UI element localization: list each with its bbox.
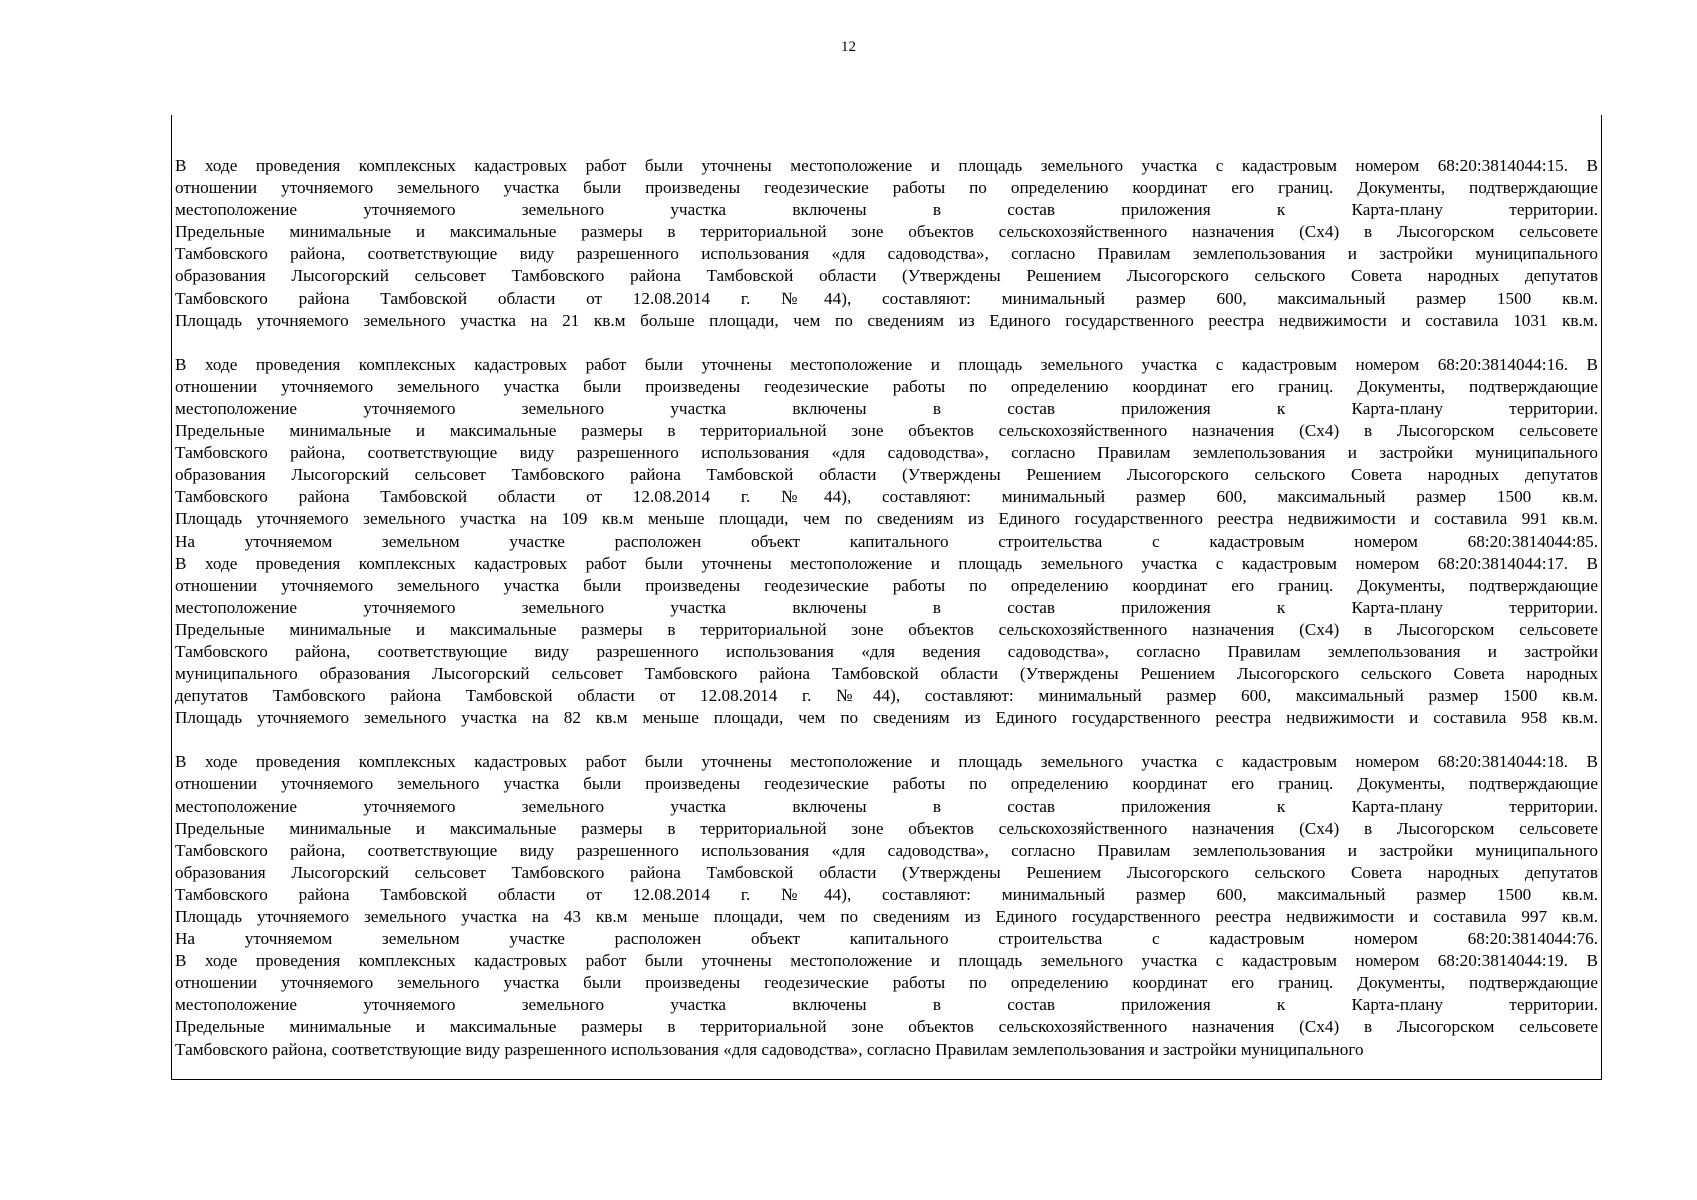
- text-line: На уточняемом земельном участке расположен объект капитального строительства с кадастровым номером 68:20:3814044:85.: [175, 531, 1598, 551]
- page-number: 12: [841, 39, 856, 55]
- text-line: Площадь уточняемого земельного участка на 21 кв.м больше площади, чем по сведениям из Единого государственного реестра недвижимости и составила 1031 кв.м.: [175, 310, 1598, 330]
- text-line: депутатов Тамбовского района Тамбовской области от 12.08.2014 г. №44), составляют: минимальный размер 600, максимальный размер 1500 кв.м.: [175, 686, 1598, 706]
- text-line: местоположение уточняемого земельного участка включены в состав приложения к Карта-плану территории.: [175, 796, 1598, 816]
- text-line: местоположение уточняемого земельного участка включены в состав приложения к Карта-плану территории.: [175, 200, 1598, 220]
- text-line: местоположение уточняемого земельного участка включены в состав приложения к Карта-плану территории.: [175, 398, 1598, 418]
- text-line: отношении уточняемого земельного участка были произведены геодезические работы по определению координат его границ. Документы, подтверждающие: [175, 973, 1598, 993]
- text-line: отношении уточняемого земельного участка были произведены геодезические работы по определению координат его границ. Документы, подтверждающие: [175, 774, 1598, 794]
- text-line: Тамбовского района Тамбовской области от 12.08.2014 г. №44), составляют: минимальный размер 600, максимальный размер 1500 кв.м.: [175, 884, 1598, 904]
- paragraph-block: [175, 155, 1598, 332]
- text-line: В ходе проведения комплексных кадастровых работ были уточнены местоположение и площадь земельного участка с кадастровым номером 68:20:3814044:19. В: [175, 951, 1598, 971]
- text-line: Предельные минимальные и максимальные размеры в территориальной зоне объектов сельскохозяйственного назначения (Сх4) в Лысогорском сельсовете: [175, 818, 1598, 838]
- text-line: Тамбовского района, соответствующие виду разрешенного использования «для садоводства», согласно Правилам землепользования и застройки муниципального: [175, 244, 1598, 264]
- text-line: Тамбовского района, соответствующие виду разрешенного использования «для садоводства», согласно Правилам землепользования и застройки муниципального: [175, 443, 1598, 463]
- paragraph-block: [175, 354, 1598, 730]
- text-line: Предельные минимальные и максимальные размеры в территориальной зоне объектов сельскохозяйственного назначения (Сх4) в Лысогорском сельсовете: [175, 222, 1598, 242]
- text-line: В ходе проведения комплексных кадастровых работ были уточнены местоположение и площадь земельного участка с кадастровым номером 68:20:3814044:16. В: [175, 354, 1598, 374]
- text-line: отношении уточняемого земельного участка были произведены геодезические работы по определению координат его границ. Документы, подтверждающие: [175, 178, 1598, 198]
- text-line: Предельные минимальные и максимальные размеры в территориальной зоне объектов сельскохозяйственного назначения (Сх4) в Лысогорском сельсовете: [175, 1017, 1598, 1037]
- paragraph-block: [175, 751, 1598, 1060]
- text-line: На уточняемом земельном участке расположен объект капитального строительства с кадастровым номером 68:20:3814044:76.: [175, 929, 1598, 949]
- text-line: местоположение уточняемого земельного участка включены в состав приложения к Карта-плану территории.: [175, 995, 1598, 1015]
- text-line: Тамбовского района Тамбовской области от 12.08.2014 г. №44), составляют: минимальный размер 600, максимальный размер 1500 кв.м.: [175, 487, 1598, 507]
- text-line: В ходе проведения комплексных кадастровых работ были уточнены местоположение и площадь земельного участка с кадастровым номером 68:20:3814044:17. В: [175, 553, 1598, 573]
- text-line: Предельные минимальные и максимальные размеры в территориальной зоне объектов сельскохозяйственного назначения (Сх4) в Лысогорском сельсовете: [175, 421, 1598, 441]
- text-line: отношении уточняемого земельного участка были произведены геодезические работы по определению координат его границ. Документы, подтверждающие: [175, 575, 1598, 595]
- text-line: Тамбовского района, соответствующие виду разрешенного использования «для садоводства», согласно Правилам землепользования и застройки муниципального: [175, 840, 1598, 860]
- text-line: Предельные минимальные и максимальные размеры в территориальной зоне объектов сельскохозяйственного назначения (Сх4) в Лысогорском сельсовете: [175, 619, 1598, 639]
- text-line: образования Лысогорский сельсовет Тамбовского района Тамбовской области (Утверждены Решением Лысогорского сельского Совета народных депутатов: [175, 465, 1598, 485]
- text-frame: [171, 115, 1602, 1080]
- text-line: Площадь уточняемого земельного участка на 82 кв.м меньше площади, чем по сведениям из Единого государственного реестра недвижимости и составила 958 кв.м.: [175, 708, 1598, 728]
- text-line: Площадь уточняемого земельного участка на 109 кв.м меньше площади, чем по сведениям из Единого государственного реестра недвижимости и составила 991 кв.м.: [175, 509, 1598, 529]
- text-line: образования Лысогорский сельсовет Тамбовского района Тамбовской области (Утверждены Решением Лысогорского сельского Совета народных депутатов: [175, 862, 1598, 882]
- text-line: В ходе проведения комплексных кадастровых работ были уточнены местоположение и площадь земельного участка с кадастровым номером 68:20:3814044:15. В: [175, 156, 1598, 175]
- text-line: муниципального образования Лысогорский сельсовет Тамбовского района Тамбовской области (Утверждены Решением Лысогорского сельского Совета народных: [175, 664, 1598, 684]
- text-line: местоположение уточняемого земельного участка включены в состав приложения к Карта-плану территории.: [175, 597, 1598, 617]
- text-line: Тамбовского района Тамбовской области от 12.08.2014 г. №44), составляют: минимальный размер 600, максимальный размер 1500 кв.м.: [175, 288, 1598, 308]
- text-line: В ходе проведения комплексных кадастровых работ были уточнены местоположение и площадь земельного участка с кадастровым номером 68:20:3814044:18. В: [175, 752, 1598, 772]
- text-line: отношении уточняемого земельного участка были произведены геодезические работы по определению координат его границ. Документы, подтверждающие: [175, 376, 1598, 396]
- document-body: [175, 155, 1598, 1061]
- text-line: Площадь уточняемого земельного участка на 43 кв.м меньше площади, чем по сведениям из Единого государственного реестра недвижимости и составила 997 кв.м.: [175, 907, 1598, 926]
- text-line: образования Лысогорский сельсовет Тамбовского района Тамбовской области (Утверждены Решением Лысогорского сельского Совета народных депутатов: [175, 266, 1598, 286]
- text-line: Тамбовского района, соответствующие виду разрешенного использования «для садоводства», согласно Правилам землепользования и застройки муниципального: [175, 1039, 1364, 1059]
- text-line: Тамбовского района, соответствующие виду разрешенного использования «для ведения садоводства», согласно Правилам землепользования и застройки: [175, 641, 1598, 661]
